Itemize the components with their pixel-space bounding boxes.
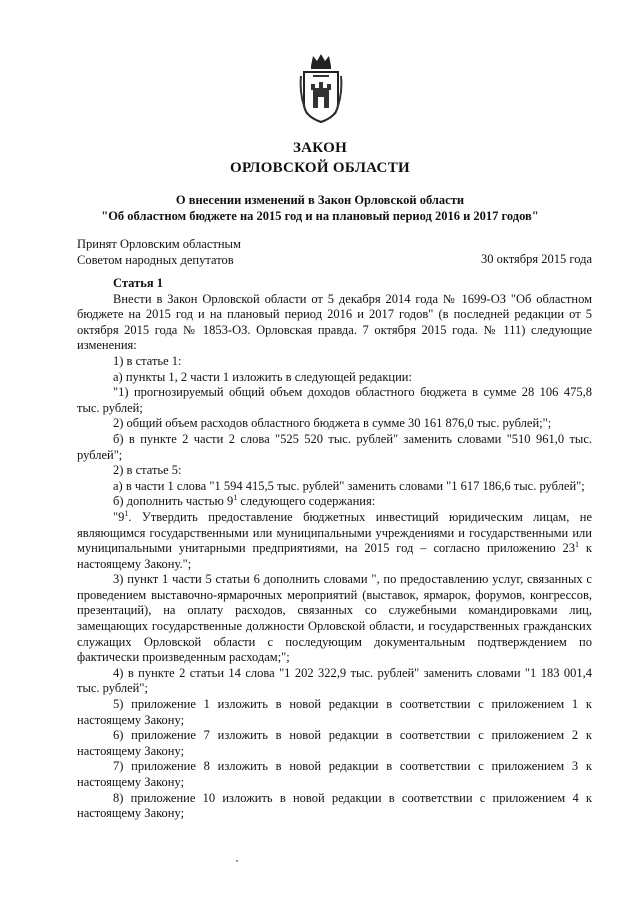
paragraph: 5) приложение 1 изложить в новой редакции в соответствии с приложением 1 к настоящему Закону; [77,697,592,727]
coat-of-arms-icon [299,52,343,126]
paragraph: 6) приложение 7 изложить в новой редакции в соответствии с приложением 2 к настоящему Закону; [77,728,592,758]
paragraph: 2) общий объем расходов областного бюджета в сумме 30 161 876,0 тыс. рублей;"; [113,416,552,431]
paragraph [77,510,592,572]
region-title: ОРЛОВСКОЙ ОБЛАСТИ [230,160,410,176]
adoption-date: 30 октября 2015 года [480,252,592,266]
superscript: 1 [574,539,579,549]
paragraph: 8) приложение 10 изложить в новой редакции в соответствии с приложением 4 к настоящему Закону; [77,790,592,821]
paragraph: 2) в статье 5: [113,463,182,478]
p8-text-end: следующего содержания: [237,494,376,509]
paragraph: 7) приложение 8 изложить в новой редакции в соответствии с приложением 3 к настоящему Закону; [77,759,592,789]
article-intro: Внести в Закон Орловской области от 5 декабря 2014 года № 1699-ОЗ "Об областном бюджете на 2015 год и на плановый период 2016 и 2017 годов" (в последней редакции от 5 октября 2015 года № 1853-ОЗ. Орловская правда. 7 октября 2015 года. № 111) следующие изменения: [77,291,592,353]
paragraph: б) в пункте 2 части 2 слова "525 520 тыс. рублей" заменить словами "510 961,0 тыс. рублей"; [77,431,592,462]
paragraph: а) в части 1 слова "1 594 415,5 тыс. рублей" заменить словами "1 617 186,6 тыс. рублей"; [113,478,585,493]
p9-text: "9 [113,509,125,524]
p9-text-end: к настоящему Закону."; [77,541,593,571]
p9-text-mid: . Утвердить предоставление бюджетных инвестиций юридическим лицам, не являющимся государственными или муниципальными учреждениями и государственными или муниципальными унитарными предприятиями, на 2015 год – согласно приложению 23 [77,509,592,556]
superscript: 1 [233,493,238,503]
paragraph: 3) пункт 1 части 5 статьи 6 дополнить словами ", по предоставлению услуг, связанных с проведением выставочно-ярмарочных мероприятий (выставок, ярмарок, форумов, конгрессов, презентаций), на оплату расходов, связанных со служебными командировками лиц, замещающих государственные должности Орловской области, и государственных гражданских служащих Орловской области с последующим документальным подтверждением по фактически произведенным расходам;"; [77,572,592,665]
adoption-block [77,236,241,268]
article-body [77,276,592,822]
paragraph [77,494,592,510]
superscript: 1 [124,508,129,518]
law-title: ЗАКОН [292,140,348,156]
article-heading: Статья 1 [113,276,163,290]
paragraph: 1) в статье 1: [113,353,182,368]
paragraph: а) пункты 1, 2 части 1 изложить в следующей редакции: [113,369,412,384]
paragraph: "1) прогнозируемый общий объем доходов областного бюджета в сумме 28 106 475,8 тыс. рублей; [77,385,592,415]
law-subtitle-line2: "Об областном бюджете на 2015 год и на плановый период 2016 и 2017 годов" [101,209,539,223]
adoption-line1: Принят Орловским областным [77,237,241,251]
scan-speck [236,860,238,862]
paragraph: 4) в пункте 2 статьи 14 слова "1 202 322,9 тыс. рублей" заменить словами "1 183 001,4 тыс. рублей"; [77,665,592,696]
law-subtitle-line1: О внесении изменений в Закон Орловской области [175,193,465,207]
p8-text: б) дополнить частью 9 [113,494,234,509]
adoption-line2: Советом народных депутатов [77,253,234,267]
